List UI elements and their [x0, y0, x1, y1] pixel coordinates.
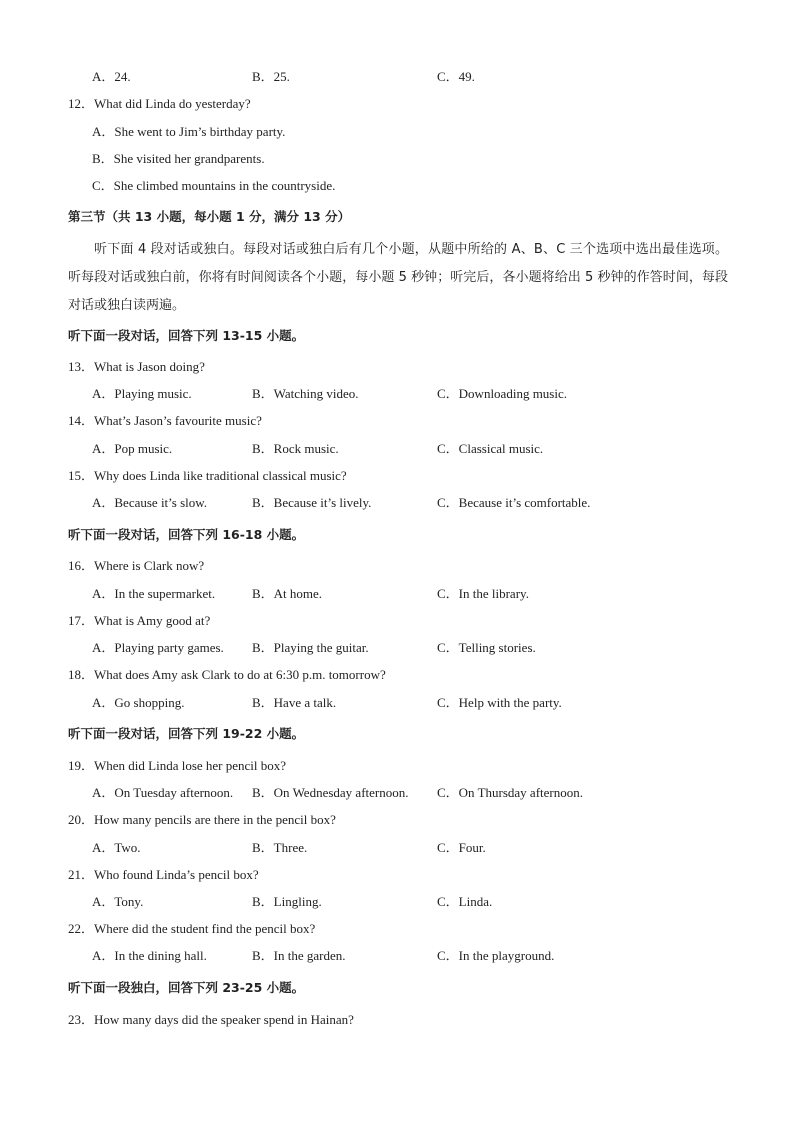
q11-options	[0, 66, 794, 88]
question-23: 23．How many days did the speaker spend in Hainan?	[68, 1012, 354, 1027]
question-20: 20．How many pencils are there in the pencil box?	[68, 812, 336, 827]
option-b: B．At home.	[252, 586, 323, 601]
group-heading: 听下面一段对话，回答下列 19-22 小题。	[68, 726, 305, 741]
option-c: C．On Thursday afternoon.	[437, 785, 583, 800]
option-a: A．On Tuesday afternoon.	[92, 785, 234, 800]
options-14	[0, 438, 794, 460]
option-b: B．Because it’s lively.	[252, 495, 372, 510]
option-c: C．Because it’s comfortable.	[437, 495, 591, 510]
option-b: B．Rock music.	[252, 441, 339, 456]
option-b: B．Playing the guitar.	[252, 640, 369, 655]
section-title: 第三节（共 13 小题，每小题 1 分，满分 13 分）	[68, 209, 351, 224]
option-a: A．24.	[92, 69, 131, 84]
question-21: 21．Who found Linda’s pencil box?	[68, 867, 259, 882]
option-b: B．Lingling.	[252, 894, 322, 909]
options-22	[0, 945, 794, 967]
option-c: C．Four.	[437, 840, 486, 855]
option-a: A．In the supermarket.	[92, 586, 216, 601]
options-19	[0, 782, 794, 804]
option-a: A．In the dining hall.	[92, 948, 207, 963]
question-18: 18．What does Amy ask Clark to do at 6:30 p.m. tomorrow?	[68, 667, 386, 682]
options-13	[0, 383, 794, 405]
options-21	[0, 891, 794, 913]
options-16	[0, 583, 794, 605]
option-c: C．She climbed mountains in the countryside.	[92, 178, 336, 193]
option-a: A．Playing music.	[92, 386, 192, 401]
option-c: C．Telling stories.	[437, 640, 536, 655]
options-20	[0, 837, 794, 859]
options-15	[0, 492, 794, 514]
option-b: B．Watching video.	[252, 386, 359, 401]
question-13: 13．What is Jason doing?	[68, 359, 205, 374]
option-c: C．Downloading music.	[437, 386, 567, 401]
question-17: 17．What is Amy good at?	[68, 613, 211, 628]
option-a: A．Tony.	[92, 894, 144, 909]
question-19: 19．When did Linda lose her pencil box?	[68, 758, 287, 773]
option-c: C．In the library.	[437, 586, 529, 601]
option-c: C．Linda.	[437, 894, 493, 909]
option-a: A．She went to Jim’s birthday party.	[92, 124, 286, 139]
option-b: B．In the garden.	[252, 948, 346, 963]
question-15: 15．Why does Linda like traditional classical music?	[68, 468, 347, 483]
options-17	[0, 637, 794, 659]
section-instruction: 听下面 4 段对话或独白。每段对话或独白后有几个小题，从题中所给的 A、B、C 三个选项中选出最佳选项。听每段对话或独白前，你将有时间阅读各个小题，每小题 5 秒钟；听完后，各小题将给出 5 秒钟的作答时间，每段对话或独白读两遍。	[68, 242, 728, 313]
option-c: C．In the playground.	[437, 948, 555, 963]
question-12: 12．What did Linda do yesterday?	[68, 96, 251, 111]
option-a: A．Playing party games.	[92, 640, 224, 655]
option-a: A．Pop music.	[92, 441, 173, 456]
option-b: B．Three.	[252, 840, 308, 855]
option-a: A．Go shopping.	[92, 695, 185, 710]
option-b: B．On Wednesday afternoon.	[252, 785, 409, 800]
option-b: B．25.	[252, 69, 290, 84]
option-b: B．Have a talk.	[252, 695, 337, 710]
group-heading: 听下面一段对话，回答下列 16-18 小题。	[68, 527, 305, 542]
options-18	[0, 692, 794, 714]
question-14: 14．What’s Jason’s favourite music?	[68, 413, 262, 428]
option-b: B．She visited her grandparents.	[92, 151, 265, 166]
option-c: C．Help with the party.	[437, 695, 562, 710]
option-c: C．49.	[437, 69, 475, 84]
group-heading: 听下面一段独白，回答下列 23-25 小题。	[68, 980, 305, 995]
question-16: 16．Where is Clark now?	[68, 558, 205, 573]
group-heading: 听下面一段对话，回答下列 13-15 小题。	[68, 328, 305, 343]
question-22: 22．Where did the student find the pencil box?	[68, 921, 316, 936]
option-a: A．Because it’s slow.	[92, 495, 208, 510]
option-c: C．Classical music.	[437, 441, 544, 456]
option-a: A．Two.	[92, 840, 141, 855]
